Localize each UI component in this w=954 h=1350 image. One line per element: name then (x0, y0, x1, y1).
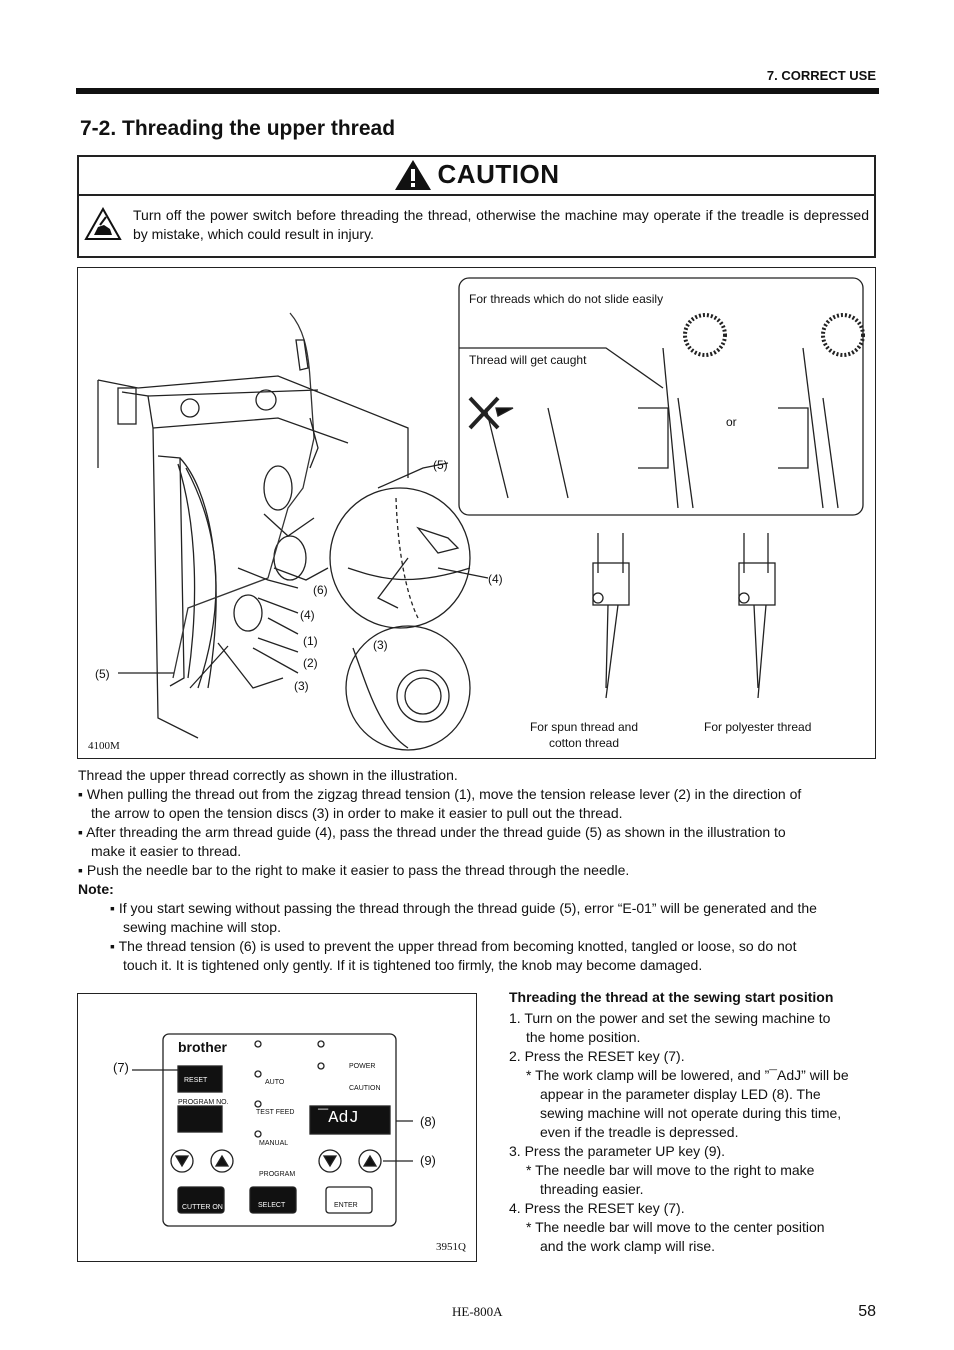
bullet-3: ▪ Push the needle bar to the right to make it easier to pass the thread through the needle. (78, 862, 630, 878)
bullet-2: ▪ After threading the arm thread guide (4), pass the thread under the thread guide (5) as shown in the illustration to (78, 824, 786, 840)
warning-triangle-icon (394, 159, 432, 191)
callout-4-zoom: (4) (488, 572, 503, 586)
body-text (78, 766, 877, 975)
spun-caption: For spun thread and cotton thread (529, 720, 639, 750)
step-3-note-cont: threading easier. (540, 1181, 644, 1197)
callout-1: (1) (303, 634, 318, 648)
callout-4: (4) (300, 608, 315, 622)
note-2: ▪ The thread tension (6) is used to prevent the upper thread from becoming knotted, tangled or loose, so do not (110, 938, 797, 954)
page-title: 7-2. Threading the upper thread (80, 117, 396, 140)
manual-label: MANUAL (259, 1140, 289, 1147)
note-label: Note: (78, 881, 114, 897)
or-label: or (726, 415, 737, 429)
step-2-note-cont-1: appear in the parameter display LED (8). The (540, 1086, 821, 1102)
step-3: 3. Press the parameter UP key (9). (509, 1143, 726, 1159)
figure-id: 4100M (88, 740, 120, 752)
step-4-note-cont: and the work clamp will rise. (540, 1238, 716, 1254)
test-feed-label: TEST FEED (256, 1109, 295, 1116)
header-rule (76, 88, 879, 94)
bullet-2-cont: make it easier to thread. (91, 843, 242, 859)
callout-9: (9) (420, 1153, 436, 1168)
parameter-led-display: ¯AdJ (318, 1109, 359, 1128)
power-label: POWER (349, 1063, 376, 1070)
program-label: PROGRAM (259, 1171, 296, 1178)
caution-text: Turn off the power switch before threading the thread, otherwise the machine may operate if the treadle is depressed by mistake, which could result in injury. (133, 207, 869, 242)
callout-7: (7) (113, 1060, 129, 1075)
auto-label: AUTO (265, 1079, 285, 1086)
section-header: 7. CORRECT USE (766, 68, 876, 83)
step-2-note: * The work clamp will be lowered, and ”¯AdJ” will be (526, 1067, 849, 1083)
callout-2: (2) (303, 656, 318, 670)
inset-title: For threads which do not slide easily (469, 292, 664, 306)
reset-key-label: RESET (184, 1077, 208, 1084)
control-panel-drawing (78, 994, 476, 1261)
note-1-cont: sewing machine will stop. (123, 919, 281, 935)
start-position-steps (509, 988, 877, 1256)
bullet-1-cont: the arrow to open the tension discs (3) in order to make it easier to pull out the thread. (91, 805, 623, 821)
hand-hazard-icon (84, 207, 122, 241)
step-3-note: * The needle bar will move to the right to make (526, 1162, 815, 1178)
note-2-cont: touch it. It is tightened only gently. If it is tightened too firmly, the knob may become damaged. (123, 957, 703, 973)
step-1-cont: the home position. (526, 1029, 641, 1045)
callout-6: (6) (313, 583, 328, 597)
program-no-label: PROGRAM NO. (178, 1099, 229, 1106)
cutter-on-label: CUTTER ON (182, 1204, 223, 1211)
poly-caption: For polyester thread (704, 720, 812, 734)
bullet-1: ▪ When pulling the thread out from the zigzag thread tension (1), move the tension release lever (2) in the direction of (78, 786, 802, 802)
step-1: 1. Turn on the power and set the sewing machine to (509, 1010, 831, 1026)
brand-logo: brother (178, 1039, 227, 1055)
step-2-note-cont-3: even if the treadle is depressed. (540, 1124, 739, 1140)
inset-caught-label: Thread will get caught (469, 353, 587, 367)
callout-3: (3) (294, 679, 309, 693)
steps-heading: Threading the thread at the sewing start position (509, 989, 834, 1005)
callout-8: (8) (420, 1114, 436, 1129)
model-name: HE-800A (452, 1304, 503, 1319)
callout-5: (5) (95, 667, 110, 681)
step-2: 2. Press the RESET key (7). (509, 1048, 685, 1064)
panel-figure-id: 3951Q (436, 1241, 466, 1253)
step-4-note: * The needle bar will move to the center position (526, 1219, 825, 1235)
caution-title: CAUTION (437, 159, 560, 189)
page-number: 58 (858, 1303, 876, 1320)
callout-5-zoom: (5) (433, 458, 448, 472)
select-label: SELECT (258, 1202, 286, 1209)
caution-label: CAUTION (349, 1085, 381, 1092)
note-1: ▪ If you start sewing without passing the thread through the thread guide (5), error “E-01” will be generated and the (110, 900, 817, 916)
step-4: 4. Press the RESET key (7). (509, 1200, 685, 1216)
step-2-note-cont-2: sewing machine will not operate during this time, (540, 1105, 842, 1121)
callout-3-zoom: (3) (373, 638, 388, 652)
threading-drawing (78, 268, 875, 758)
caution-heading (77, 155, 876, 196)
intro-line: Thread the upper thread correctly as shown in the illustration. (78, 767, 458, 783)
enter-label: ENTER (334, 1202, 358, 1209)
